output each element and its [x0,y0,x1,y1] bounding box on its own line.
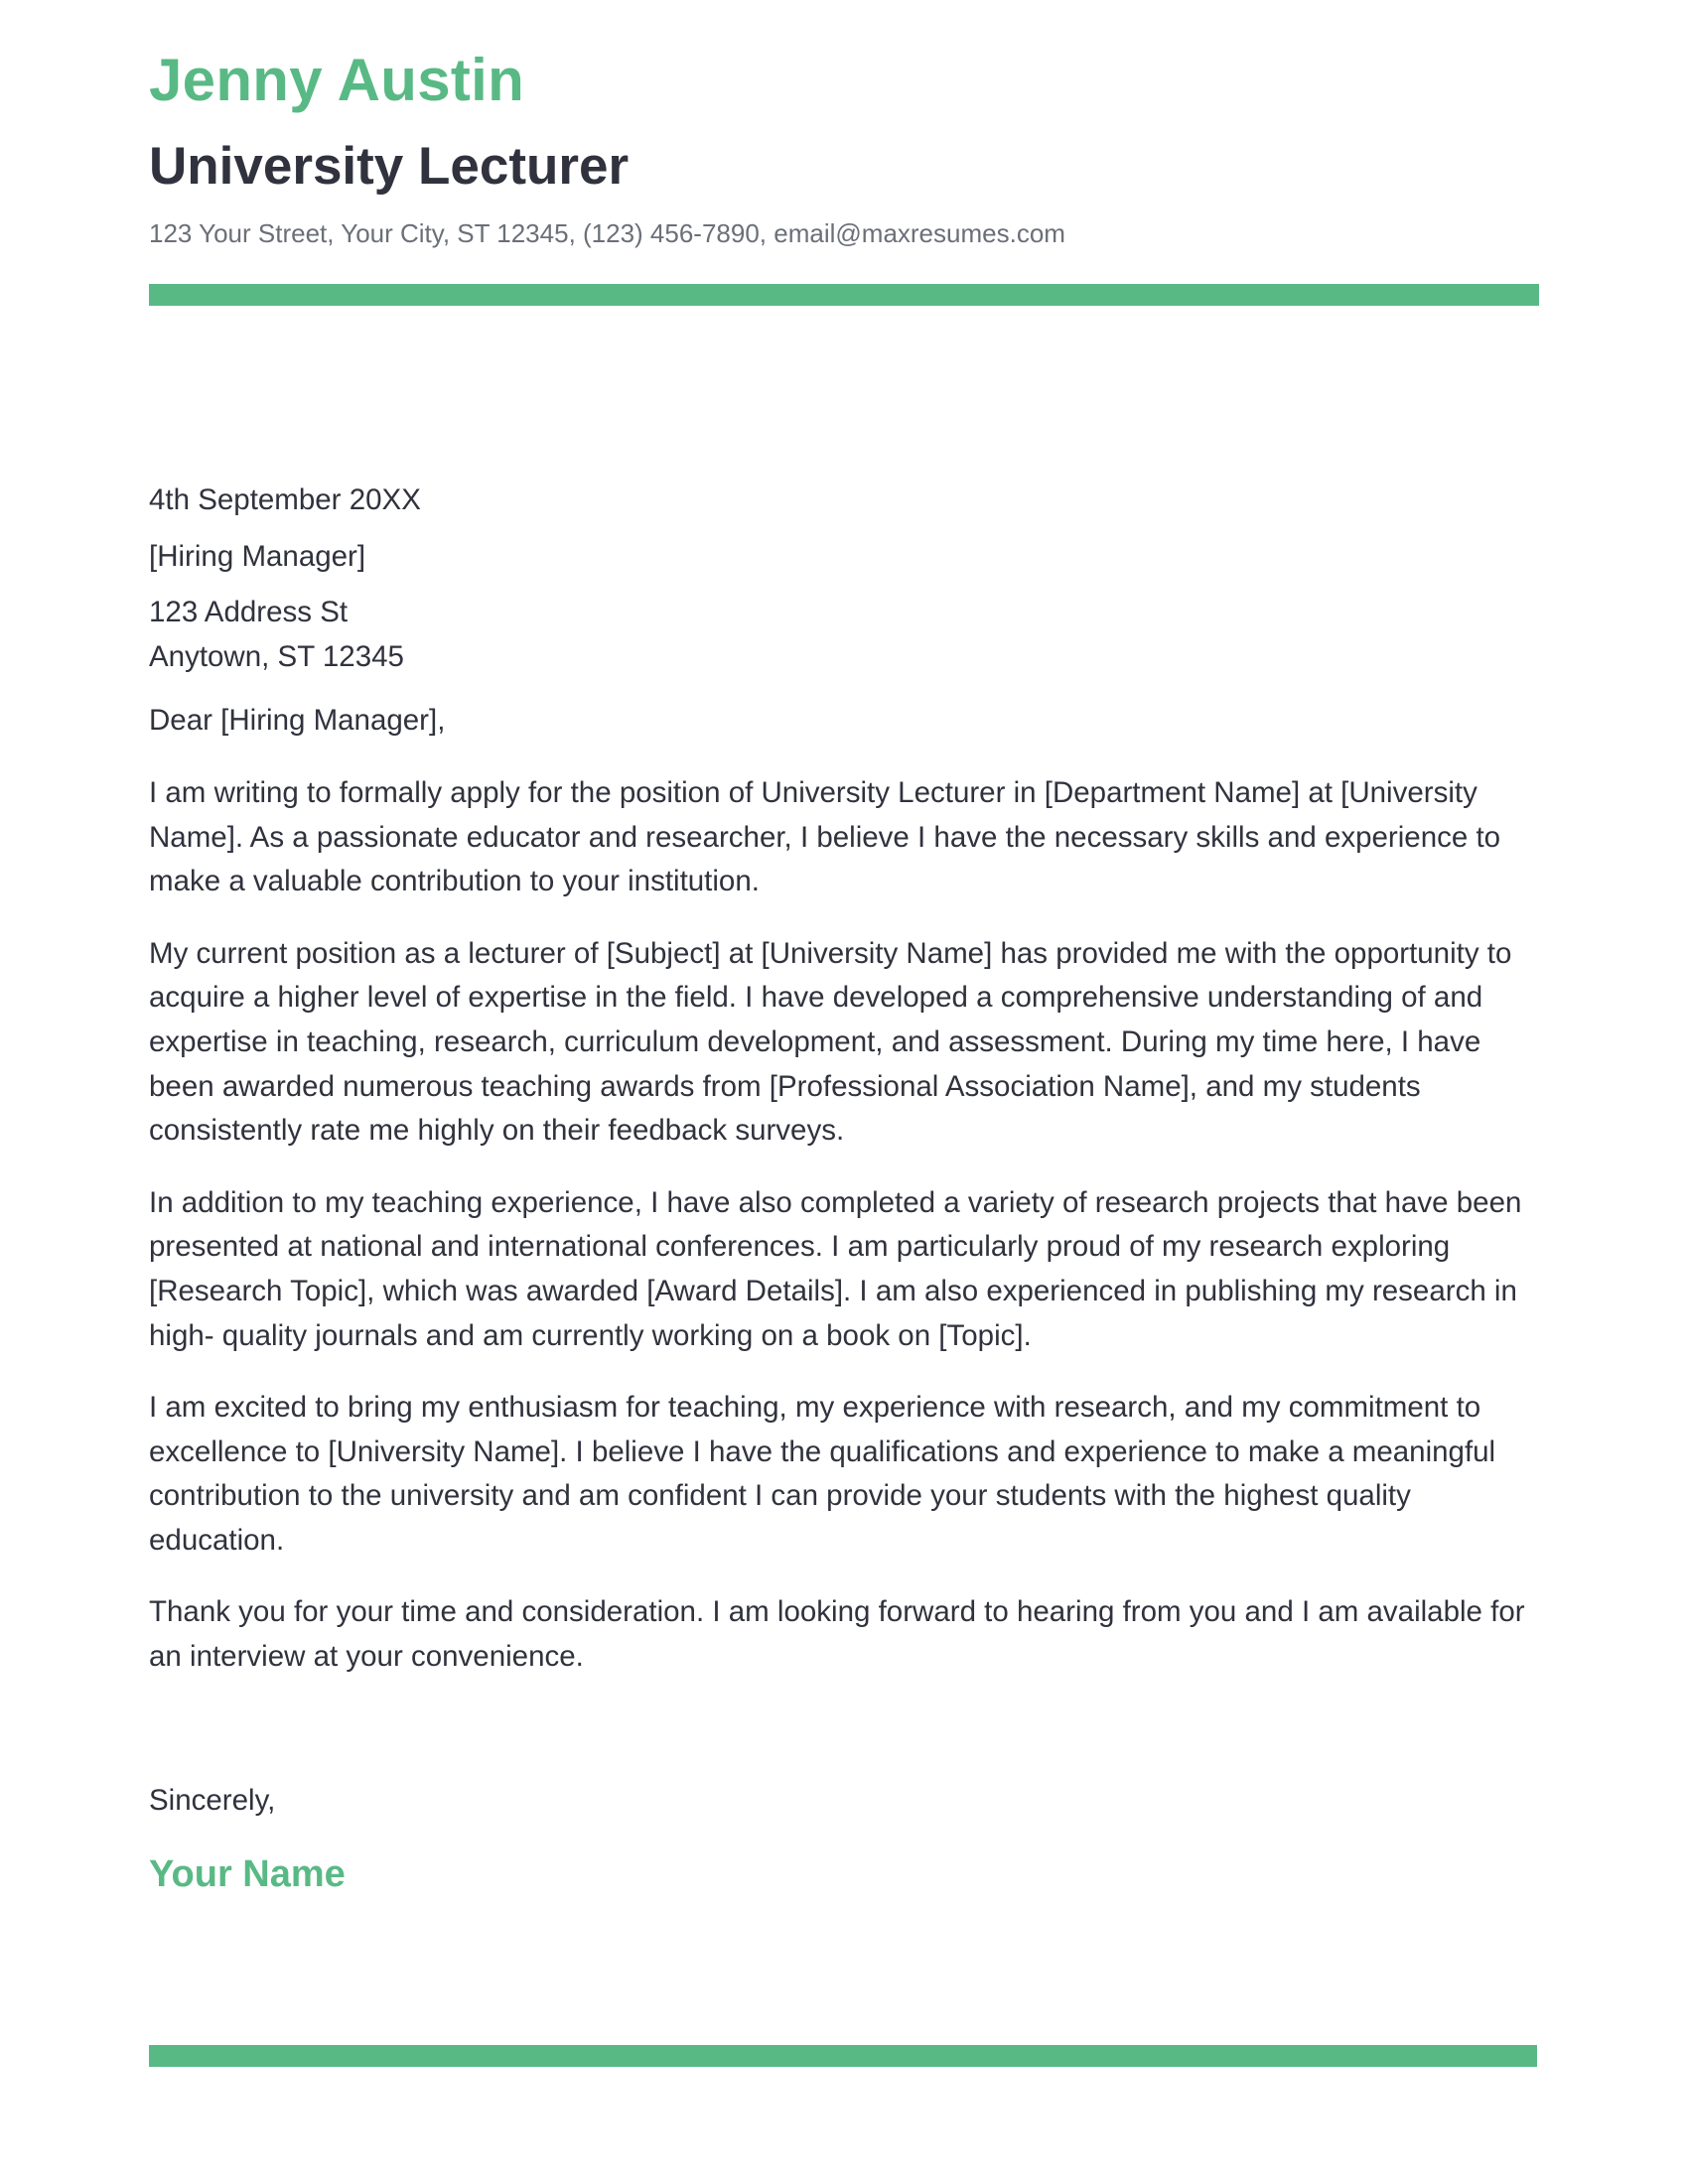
applicant-name: Jenny Austin [149,47,525,113]
paragraph-motivation: I am excited to bring my enthusiasm for teaching, my experience with research, and my commitment to excellence to [University Name]. I believe I have the qualifications and experience to make a meaningful contribution to the university and am confident I can provide your students with the highest quality education. [149,1391,1496,1557]
recipient-name: [Hiring Manager] [149,539,366,573]
address-line-2: Anytown, ST 12345 [149,639,404,673]
greeting: Dear [Hiring Manager], [149,704,446,738]
letter-date: 4th September 20XX [149,483,421,516]
cover-letter-page [149,0,1539,2184]
contact-info: 123 Your Street, Your City, ST 12345, (123) 456-7890, email@maxresumes.com [149,218,1065,248]
header-divider [149,284,1539,306]
paragraph-intro: I am writing to formally apply for the position of University Lecturer in [Department Name] at [University Name]. As a passionate educator and researcher, I believe I have the necessary skills and experience to make a valuable contribution to your institution. [149,775,1501,898]
paragraph-current-position: My current position as a lecturer of [Subject] at [University Name] has provided me with the opportunity to acquire a higher level of expertise in the field. I have developed a comprehensive understanding of and expertise in teaching, research, curriculum development, and assessment. During my time here, I have been awarded numerous teaching awards from [Professional Association Name], and my students consistently rate me highly on their feedback surveys. [149,936,1512,1148]
recipient-address [149,591,1539,679]
signature-name: Your Name [149,1853,346,1896]
paragraph-thanks: Thank you for your time and consideration. I am looking forward to hearing from you and I am available for an interview at your convenience. [149,1595,1525,1674]
closing: Sincerely, [149,1783,276,1817]
footer-divider [149,2045,1537,2067]
paragraph-research: In addition to my teaching experience, I have also completed a variety of research projects that have been presented at national and international conferences. I am particularly proud of my research exploring [Research Topic], which was awarded [Award Details]. I am also experienced in publishing my research in high- quality journals and am currently working on a book on [Topic]. [149,1185,1522,1352]
letter-body [149,478,1539,1897]
job-title: University Lecturer [149,137,630,196]
address-line-1: 123 Address St [149,596,349,629]
